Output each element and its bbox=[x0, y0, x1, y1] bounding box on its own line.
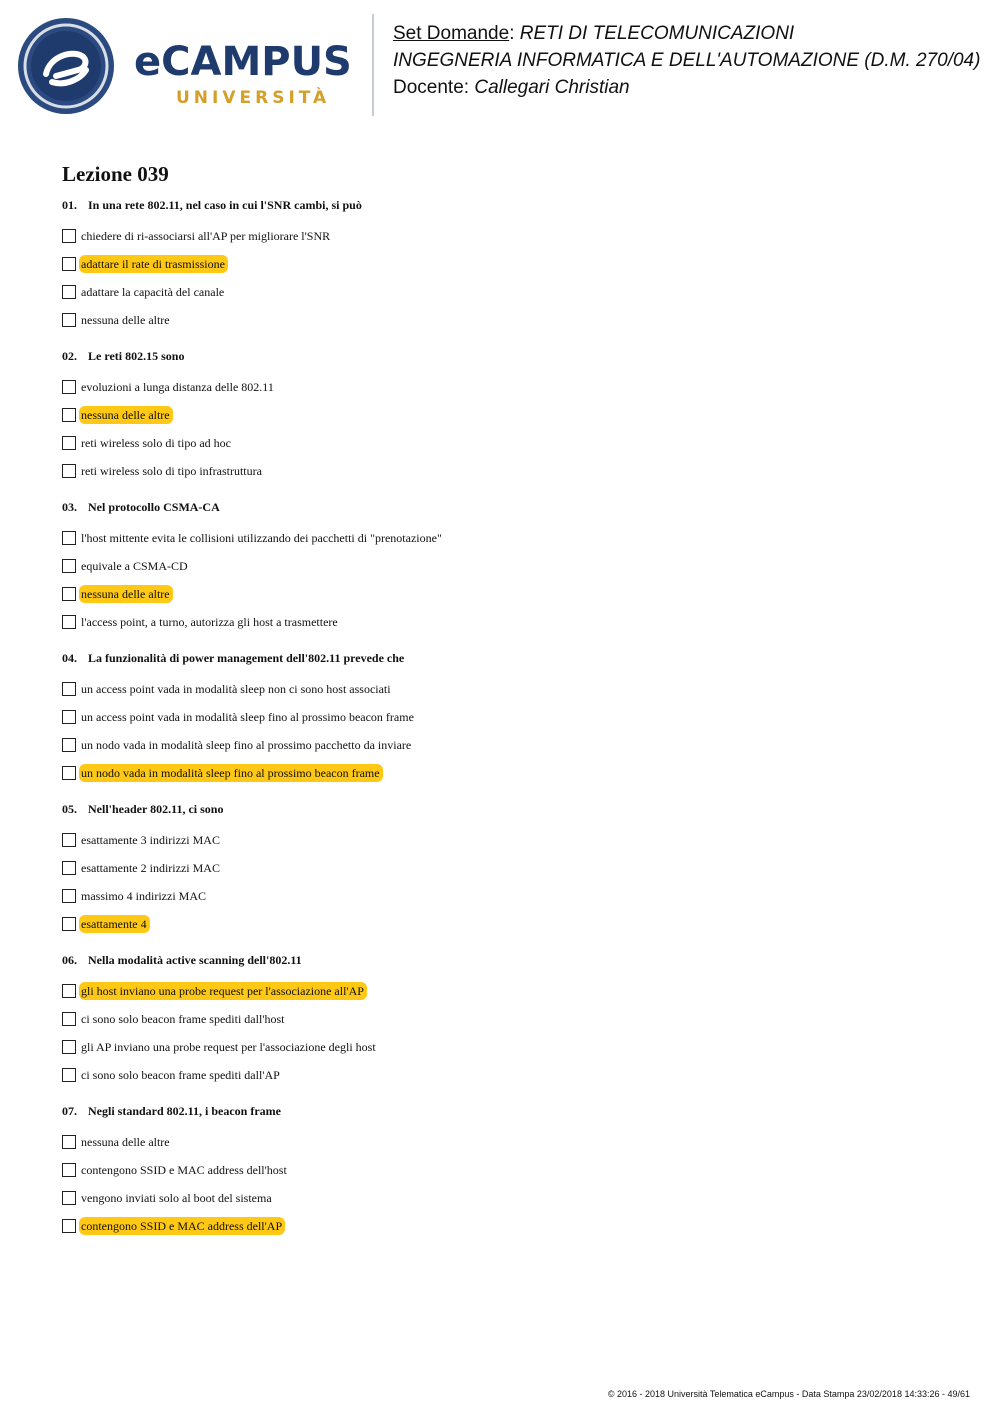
answer-option[interactable] bbox=[62, 826, 962, 854]
answer-text: un access point vada in modalità sleep fino al prossimo beacon frame bbox=[81, 710, 414, 724]
answer-option[interactable] bbox=[62, 1128, 962, 1156]
answer-text: reti wireless solo di tipo ad hoc bbox=[81, 436, 231, 450]
lesson-title: Lezione 039 bbox=[62, 162, 169, 186]
answer-option[interactable] bbox=[62, 703, 962, 731]
answer-option[interactable] bbox=[62, 278, 962, 306]
answer-option[interactable] bbox=[62, 457, 962, 485]
answer-checkbox[interactable] bbox=[62, 861, 76, 875]
question-number: 05. bbox=[62, 802, 77, 816]
answer-checkbox[interactable] bbox=[62, 229, 76, 243]
answer-text: equivale a CSMA-CD bbox=[81, 559, 188, 573]
answer-text-correct: gli host inviano una probe request per l'associazione all'AP bbox=[79, 982, 367, 1000]
answer-text-correct: esattamente 4 bbox=[79, 915, 150, 933]
answer-text: evoluzioni a lunga distanza delle 802.11 bbox=[81, 380, 274, 394]
question-title bbox=[62, 347, 962, 365]
answer-checkbox[interactable] bbox=[62, 1135, 76, 1149]
question-text: La funzionalità di power management dell'802.11 prevede che bbox=[88, 651, 405, 665]
answer-checkbox[interactable] bbox=[62, 285, 76, 299]
course-title: RETI DI TELECOMUNICAZIONI bbox=[519, 23, 795, 44]
answer-option[interactable] bbox=[62, 977, 962, 1005]
answer-option[interactable] bbox=[62, 401, 962, 429]
teacher-line: Docente: Callegari Christian bbox=[393, 77, 630, 98]
answer-option[interactable] bbox=[62, 1184, 962, 1212]
answer-checkbox[interactable] bbox=[62, 1191, 76, 1205]
answer-checkbox[interactable] bbox=[62, 464, 76, 478]
answer-checkbox[interactable] bbox=[62, 615, 76, 629]
answer-option[interactable] bbox=[62, 552, 962, 580]
question-text: Negli standard 802.11, i beacon frame bbox=[88, 1104, 281, 1118]
question-title bbox=[62, 498, 962, 516]
answer-text: nessuna delle altre bbox=[81, 1135, 170, 1149]
question-title bbox=[62, 1102, 962, 1120]
answer-checkbox[interactable] bbox=[62, 408, 76, 422]
answer-option[interactable] bbox=[62, 1156, 962, 1184]
answer-text: l'access point, a turno, autorizza gli host a trasmettere bbox=[81, 615, 338, 629]
answer-option[interactable] bbox=[62, 608, 962, 636]
question-item bbox=[62, 498, 962, 636]
answer-text: adattare la capacità del canale bbox=[81, 285, 225, 299]
answer-checkbox[interactable] bbox=[62, 1012, 76, 1026]
answer-text: ci sono solo beacon frame spediti dall'AP bbox=[81, 1068, 280, 1082]
answer-option[interactable] bbox=[62, 524, 962, 552]
answer-text-correct: contengono SSID e MAC address dell'AP bbox=[79, 1217, 285, 1235]
answer-checkbox[interactable] bbox=[62, 1040, 76, 1054]
course-title-line: Set Domande: RETI DI TELECOMUNICAZIONI bbox=[393, 23, 795, 44]
answer-text: l'host mittente evita le collisioni utilizzando dei pacchetti di "prenotazione" bbox=[81, 531, 442, 545]
question-text: In una rete 802.11, nel caso in cui l'SNR cambi, si può bbox=[88, 198, 362, 212]
question-number: 03. bbox=[62, 500, 77, 514]
answer-checkbox[interactable] bbox=[62, 1068, 76, 1082]
question-title bbox=[62, 800, 962, 818]
answer-text: esattamente 3 indirizzi MAC bbox=[81, 833, 220, 847]
answer-checkbox[interactable] bbox=[62, 587, 76, 601]
answer-option[interactable] bbox=[62, 250, 962, 278]
question-item bbox=[62, 951, 962, 1089]
question-item bbox=[62, 649, 962, 787]
answer-option[interactable] bbox=[62, 1061, 962, 1089]
question-text: Nella modalità active scanning dell'802.11 bbox=[88, 953, 302, 967]
question-item bbox=[62, 347, 962, 485]
answer-checkbox[interactable] bbox=[62, 738, 76, 752]
question-number: 04. bbox=[62, 651, 77, 665]
answer-checkbox[interactable] bbox=[62, 710, 76, 724]
answer-option[interactable] bbox=[62, 910, 962, 938]
answer-option[interactable] bbox=[62, 882, 962, 910]
answer-option[interactable] bbox=[62, 675, 962, 703]
question-number: 01. bbox=[62, 198, 77, 212]
answer-option[interactable] bbox=[62, 580, 962, 608]
answer-text-correct: nessuna delle altre bbox=[79, 585, 173, 603]
question-text: Le reti 802.15 sono bbox=[88, 349, 185, 363]
answer-text: massimo 4 indirizzi MAC bbox=[81, 889, 206, 903]
question-number: 06. bbox=[62, 953, 77, 967]
answer-text: chiedere di ri-associarsi all'AP per migliorare l'SNR bbox=[81, 229, 331, 243]
course-degree: INGEGNERIA INFORMATICA E DELL'AUTOMAZIONE (D.M. 270/04) bbox=[393, 50, 981, 71]
ecampus-logo bbox=[16, 12, 361, 118]
question-title bbox=[62, 649, 962, 667]
question-item bbox=[62, 1102, 962, 1240]
question-text: Nel protocollo CSMA-CA bbox=[88, 500, 220, 514]
answer-checkbox[interactable] bbox=[62, 766, 76, 780]
answer-option[interactable] bbox=[62, 759, 962, 787]
teacher-label: Docente bbox=[393, 77, 464, 98]
answer-option[interactable] bbox=[62, 1005, 962, 1033]
header-divider bbox=[372, 14, 374, 116]
question-list bbox=[62, 196, 962, 1253]
answer-checkbox[interactable] bbox=[62, 380, 76, 394]
answer-option[interactable] bbox=[62, 373, 962, 401]
answer-text: esattamente 2 indirizzi MAC bbox=[81, 861, 220, 875]
answer-text: un access point vada in modalità sleep non ci sono host associati bbox=[81, 682, 391, 696]
ecampus-emblem-icon bbox=[16, 16, 116, 116]
answer-checkbox[interactable] bbox=[62, 833, 76, 847]
logo-subtitle: UNIVERSITÀ bbox=[176, 88, 331, 108]
answer-text: nessuna delle altre bbox=[81, 313, 170, 327]
course-degree-line bbox=[393, 47, 980, 74]
question-number: 07. bbox=[62, 1104, 77, 1118]
answer-option[interactable] bbox=[62, 1033, 962, 1061]
logo-wordmark: eCAMPUS bbox=[134, 39, 352, 85]
question-item bbox=[62, 800, 962, 938]
answer-checkbox[interactable] bbox=[62, 531, 76, 545]
answer-checkbox[interactable] bbox=[62, 436, 76, 450]
page-footer: © 2016 - 2018 Università Telematica eCampus - Data Stampa 23/02/2018 14:33:26 - 49/61 bbox=[607, 1389, 970, 1399]
question-text: Nell'header 802.11, ci sono bbox=[88, 802, 224, 816]
answer-checkbox[interactable] bbox=[62, 257, 76, 271]
answer-option[interactable] bbox=[62, 222, 962, 250]
answer-text: gli AP inviano una probe request per l'associazione degli host bbox=[81, 1040, 376, 1054]
answer-text: ci sono solo beacon frame spediti dall'host bbox=[81, 1012, 285, 1026]
answer-option[interactable] bbox=[62, 731, 962, 759]
answer-text: contengono SSID e MAC address dell'host bbox=[81, 1163, 287, 1177]
answer-text-correct: un nodo vada in modalità sleep fino al prossimo beacon frame bbox=[79, 764, 383, 782]
answer-text: un nodo vada in modalità sleep fino al prossimo pacchetto da inviare bbox=[81, 738, 412, 752]
answer-checkbox[interactable] bbox=[62, 984, 76, 998]
answer-text-correct: nessuna delle altre bbox=[79, 406, 173, 424]
answer-checkbox[interactable] bbox=[62, 917, 76, 931]
answer-option[interactable] bbox=[62, 306, 962, 334]
answer-checkbox[interactable] bbox=[62, 1219, 76, 1233]
question-item bbox=[62, 196, 962, 334]
answer-option[interactable] bbox=[62, 429, 962, 457]
course-header bbox=[393, 20, 980, 101]
question-title bbox=[62, 196, 962, 214]
answer-text-correct: adattare il rate di trasmissione bbox=[79, 255, 228, 273]
question-number: 02. bbox=[62, 349, 77, 363]
answer-checkbox[interactable] bbox=[62, 1163, 76, 1177]
answer-checkbox[interactable] bbox=[62, 889, 76, 903]
set-label: Set Domande bbox=[393, 23, 510, 44]
teacher-name: Callegari Christian bbox=[474, 77, 630, 98]
answer-text: reti wireless solo di tipo infrastruttura bbox=[81, 464, 262, 478]
answer-text: vengono inviati solo al boot del sistema bbox=[81, 1191, 272, 1205]
answer-checkbox[interactable] bbox=[62, 682, 76, 696]
question-title bbox=[62, 951, 962, 969]
answer-option[interactable] bbox=[62, 854, 962, 882]
answer-checkbox[interactable] bbox=[62, 313, 76, 327]
answer-checkbox[interactable] bbox=[62, 559, 76, 573]
answer-option[interactable] bbox=[62, 1212, 962, 1240]
